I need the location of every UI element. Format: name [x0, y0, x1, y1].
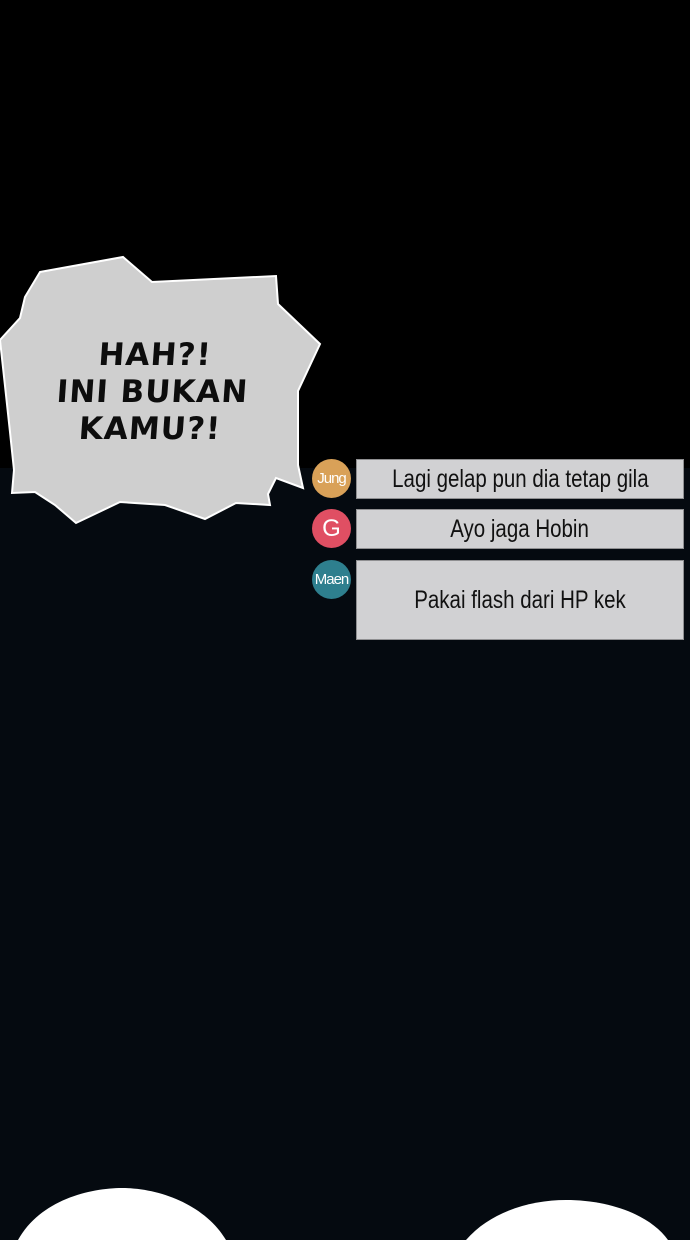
avatar-label: G — [322, 514, 341, 542]
shout-text — [36, 337, 269, 448]
comment-text: Ayo jaga Hobin — [450, 514, 590, 543]
comment-bubble — [356, 560, 684, 640]
avatar[interactable] — [312, 509, 351, 548]
comment-text: Lagi gelap pun dia tetap gila — [391, 464, 649, 493]
bubble-edge-left — [18, 1188, 226, 1240]
avatar-label: Jung — [317, 470, 346, 487]
shout-line-3: KAMU?! — [77, 411, 223, 447]
comment-bubble — [356, 509, 684, 549]
comment-bubble — [356, 459, 684, 499]
bubble-edge-right — [466, 1200, 668, 1240]
avatar-label: Maen — [314, 571, 349, 588]
shout-line-1: HAH?! — [97, 337, 213, 373]
avatar[interactable] — [312, 459, 351, 498]
shout-line-2: INI BUKAN — [55, 374, 250, 410]
comment-text: Pakai flash dari HP kek — [414, 585, 626, 614]
next-panel-preview — [0, 1180, 690, 1240]
avatar[interactable] — [312, 560, 351, 599]
